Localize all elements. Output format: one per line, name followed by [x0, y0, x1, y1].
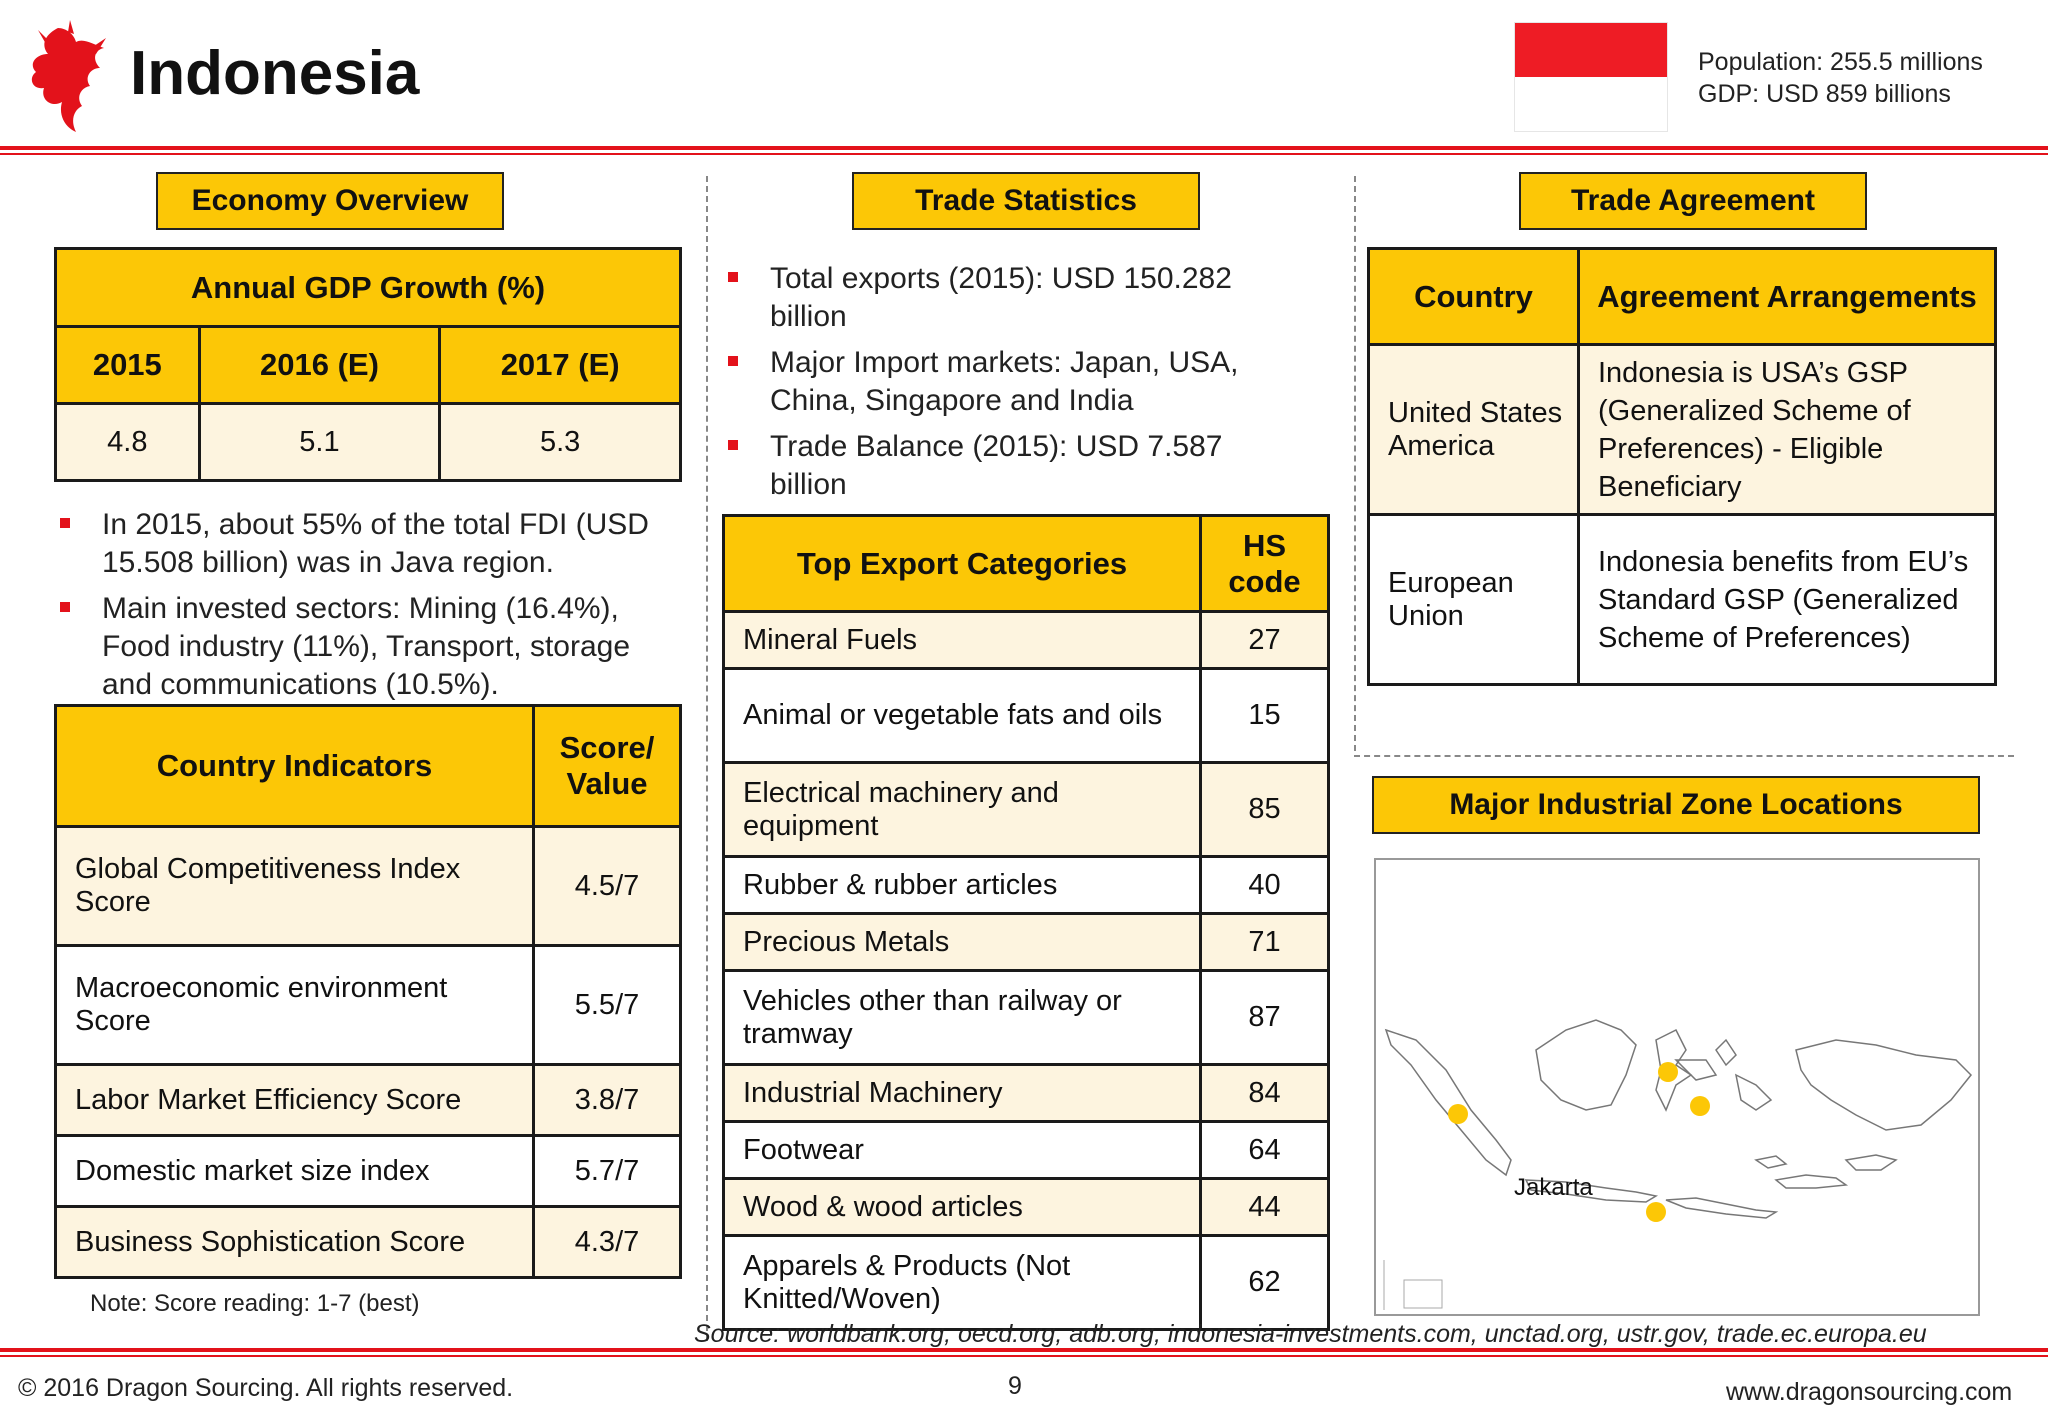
export-header-category: Top Export Categories [724, 516, 1201, 612]
export-hs-code: 71 [1201, 914, 1329, 971]
export-category: Electrical machinery and equipment [724, 763, 1201, 857]
export-hs-code: 87 [1201, 971, 1329, 1065]
indonesia-map [1374, 858, 1980, 1316]
indonesia-flag-icon [1514, 22, 1668, 132]
indicator-name: Labor Market Efficiency Score [56, 1065, 534, 1136]
column-divider-2 [1354, 176, 1356, 751]
footer-divider [0, 1348, 2048, 1352]
trade-bullet: Trade Balance (2015): USD 7.587 billion [724, 428, 1284, 504]
gdp-year-2017: 2017 (E) [440, 327, 681, 404]
agreement-header-country: Country [1369, 249, 1579, 345]
industrial-zones-label: Major Industrial Zone Locations [1372, 776, 1980, 834]
export-category: Rubber & rubber articles [724, 857, 1201, 914]
copyright-text: © 2016 Dragon Sourcing. All rights reserved. [18, 1374, 514, 1402]
export-hs-code: 85 [1201, 763, 1329, 857]
indicator-value: 3.8/7 [534, 1065, 681, 1136]
header-divider [0, 146, 2048, 150]
export-category: Footwear [724, 1122, 1201, 1179]
footer-divider-thin [0, 1355, 2048, 1357]
website-link[interactable]: www.dragonsourcing.com [1726, 1378, 2013, 1406]
gdp-value-2017: 5.3 [440, 404, 681, 481]
export-header-hs: HS code [1201, 516, 1329, 612]
economy-bullet: In 2015, about 55% of the total FDI (USD 15.508 billion) was in Java region. [56, 506, 686, 582]
zone-marker-jakarta [1646, 1202, 1666, 1222]
indicator-value: 4.5/7 [534, 827, 681, 946]
export-category: Animal or vegetable fats and oils [724, 669, 1201, 763]
source-note: Source: worldbank.org, oecd.org, adb.org, indonesia-investments.com, unctad.org, ustr.gov, trade.ec.europa.eu [694, 1320, 1927, 1348]
indicator-name: Domestic market size index [56, 1136, 534, 1207]
zone-marker [1658, 1062, 1678, 1082]
map-outline-icon [1376, 860, 1978, 1314]
export-hs-code: 40 [1201, 857, 1329, 914]
export-hs-code: 44 [1201, 1179, 1329, 1236]
export-category: Precious Metals [724, 914, 1201, 971]
gdp-year-2016: 2016 (E) [199, 327, 440, 404]
export-category: Wood & wood articles [724, 1179, 1201, 1236]
export-category: Mineral Fuels [724, 612, 1201, 669]
page-title: Indonesia [130, 39, 420, 108]
gdp-text: GDP: USD 859 billions [1698, 80, 1951, 108]
indicators-header-value: Score/ Value [534, 706, 681, 827]
indicator-value: 5.5/7 [534, 946, 681, 1065]
economy-overview-label: Economy Overview [156, 172, 504, 230]
column-divider-1 [706, 176, 708, 1341]
economy-bullet: Main invested sectors: Mining (16.4%), Food industry (11%), Transport, storage and communications (10.5%). [56, 590, 686, 704]
export-hs-code: 62 [1201, 1236, 1329, 1330]
indicator-name: Business Sophistication Score [56, 1207, 534, 1278]
section-divider [1354, 755, 2014, 757]
export-category: Industrial Machinery [724, 1065, 1201, 1122]
indicator-name: Global Competitiveness Index Score [56, 827, 534, 946]
indicators-header-name: Country Indicators [56, 706, 534, 827]
economy-bullets [56, 506, 686, 712]
export-category: Apparels & Products (Not Knitted/Woven) [724, 1236, 1201, 1330]
export-hs-code: 84 [1201, 1065, 1329, 1122]
export-hs-code: 15 [1201, 669, 1329, 763]
agreement-header-arrangements: Agreement Arrangements [1579, 249, 1996, 345]
trade-agreement-label: Trade Agreement [1519, 172, 1867, 230]
gdp-value-2016: 5.1 [199, 404, 440, 481]
indicator-value: 5.7/7 [534, 1136, 681, 1207]
trade-agreement-table [1367, 247, 1997, 686]
export-category: Vehicles other than railway or tramway [724, 971, 1201, 1065]
agreement-country: United States America [1369, 345, 1579, 515]
trade-bullet: Major Import markets: Japan, USA, China, Singapore and India [724, 344, 1284, 420]
trade-bullet: Total exports (2015): USD 150.282 billion [724, 260, 1284, 336]
trade-statistics-label: Trade Statistics [852, 172, 1200, 230]
indicator-name: Macroeconomic environment Score [56, 946, 534, 1065]
agreement-country: European Union [1369, 515, 1579, 685]
export-hs-code: 64 [1201, 1122, 1329, 1179]
zone-marker [1448, 1104, 1468, 1124]
top-export-table [722, 514, 1330, 1331]
jakarta-label: Jakarta [1514, 1174, 1593, 1201]
score-note: Note: Score reading: 1-7 (best) [90, 1290, 420, 1317]
country-stats [1698, 46, 1983, 110]
export-hs-code: 27 [1201, 612, 1329, 669]
gdp-value-2015: 4.8 [56, 404, 200, 481]
indicator-value: 4.3/7 [534, 1207, 681, 1278]
gdp-year-2015: 2015 [56, 327, 200, 404]
gdp-table-title: Annual GDP Growth (%) [56, 249, 681, 327]
agreement-text: Indonesia benefits from EU’s Standard GSP (Generalized Scheme of Preferences) [1579, 515, 1996, 685]
zone-marker [1690, 1096, 1710, 1116]
dragon-logo-icon [18, 20, 110, 138]
agreement-text: Indonesia is USA’s GSP (Generalized Scheme of Preferences) - Eligible Beneficiary [1579, 345, 1996, 515]
trade-bullets [724, 260, 1284, 512]
country-indicators-table [54, 704, 682, 1279]
population-text: Population: 255.5 millions [1698, 48, 1983, 76]
header-divider-thin [0, 153, 2048, 155]
gdp-growth-table [54, 247, 682, 482]
page-number: 9 [1008, 1372, 1022, 1400]
